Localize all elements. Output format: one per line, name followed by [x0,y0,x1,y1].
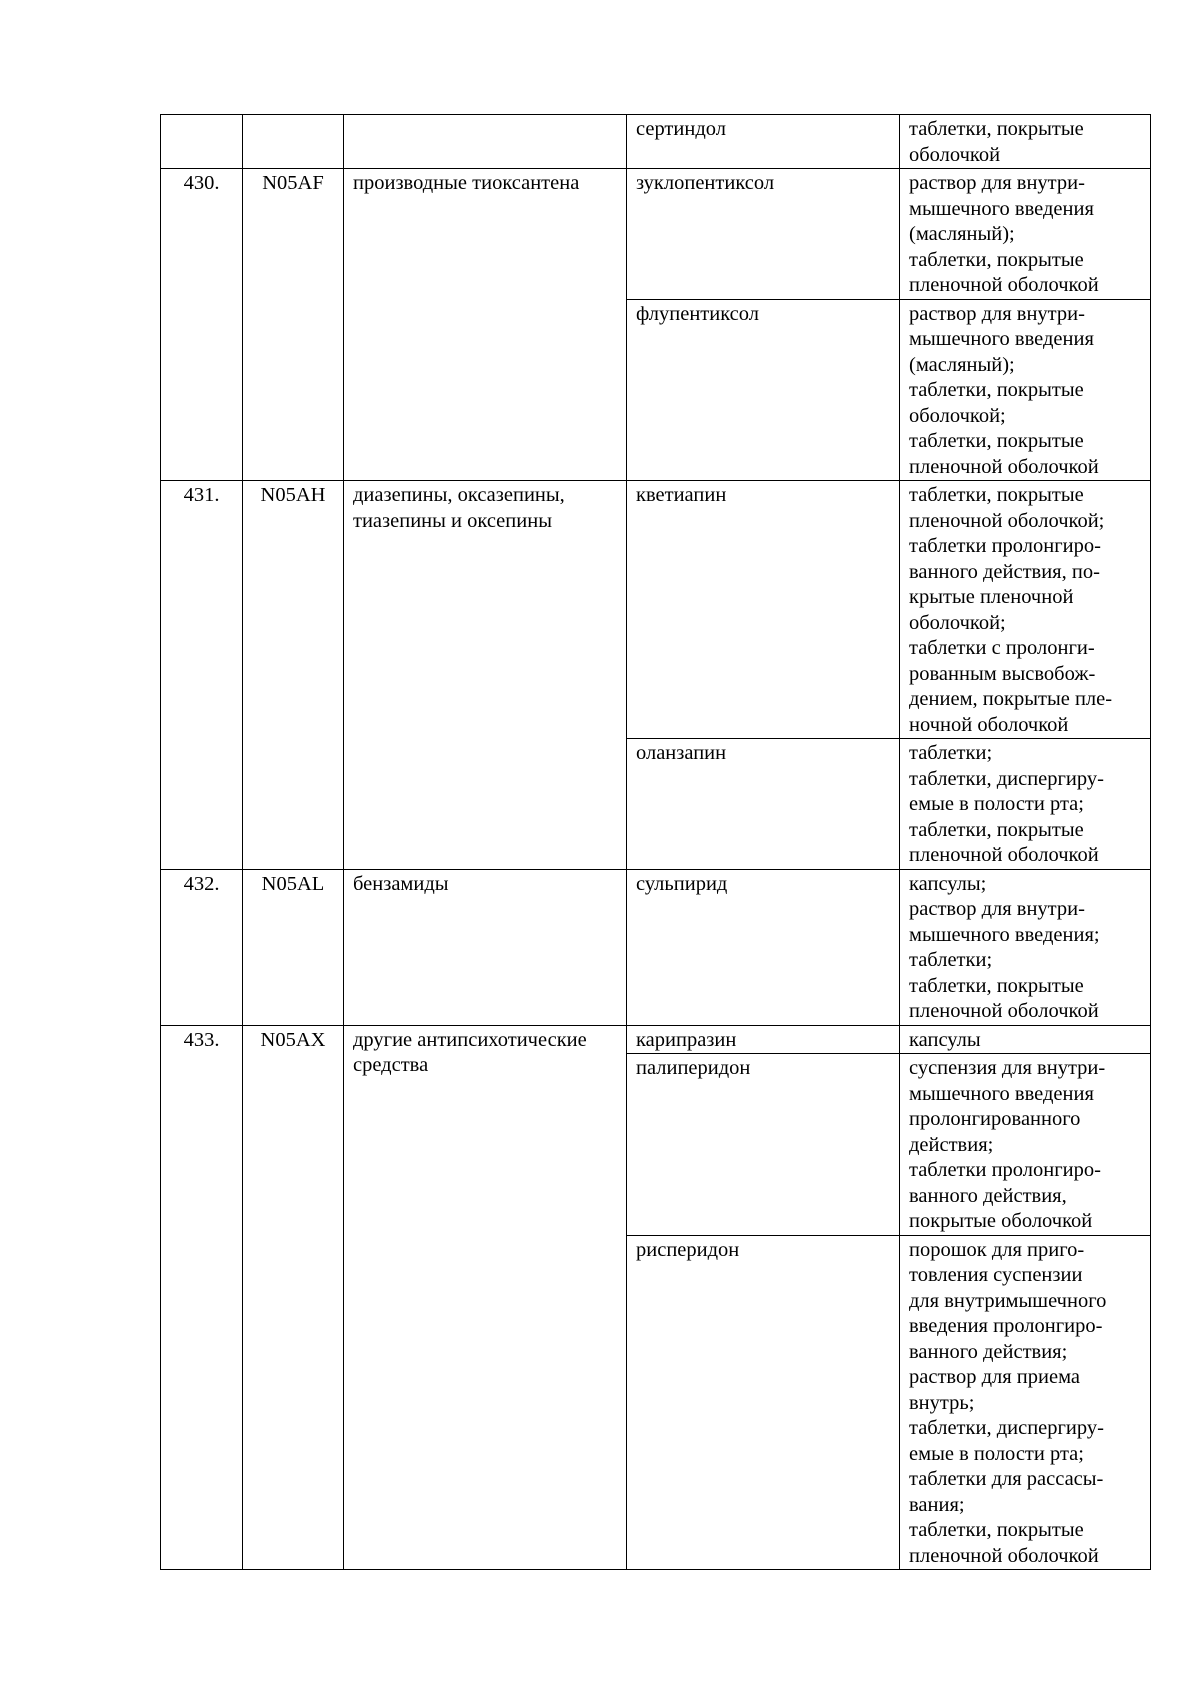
drug-name-cell: зуклопентиксол [627,169,900,300]
drug-name-cell: флупентиксол [627,299,900,481]
dosage-form-cell: капсулы [900,1025,1151,1054]
atc-code-cell [243,115,344,169]
row-number-cell [161,115,243,169]
group-name-cell: производные тиоксантена [344,169,627,481]
drug-name-cell: карипразин [627,1025,900,1054]
atc-code-cell: N05AF [243,169,344,481]
dosage-form-cell: порошок для приго- товления суспензии для внутримышечного введения пролонгиро- ванного действия; раствор для приема внутрь; таблетки, диспергиру- емые в полости рта; таблетки для рассасы- вания; таблетки, покрытые пленочной оболочкой [900,1235,1151,1570]
table-row [161,1025,1151,1054]
table-row [161,869,1151,1025]
group-name-cell [344,115,627,169]
table-body [161,115,1151,1570]
dosage-form-cell: раствор для внутри- мышечного введения (масляный); таблетки, покрытые пленочной оболочкой [900,169,1151,300]
group-name-cell: бензамиды [344,869,627,1025]
row-number-cell: 431. [161,481,243,870]
drug-name-cell: палиперидон [627,1054,900,1236]
atc-code-cell: N05AX [243,1025,344,1570]
drug-name-cell: сульпирид [627,869,900,1025]
group-name-cell: другие антипсихотические средства [344,1025,627,1570]
drug-name-cell: кветиапин [627,481,900,739]
drug-name-cell: оланзапин [627,739,900,870]
drug-list-table [160,114,1151,1570]
dosage-form-cell: раствор для внутри- мышечного введения (масляный); таблетки, покрытые оболочкой; таблетки, покрытые пленочной оболочкой [900,299,1151,481]
drug-name-cell: сертиндол [627,115,900,169]
table-row [161,169,1151,300]
dosage-form-cell: капсулы; раствор для внутри- мышечного введения; таблетки; таблетки, покрытые пленочной оболочкой [900,869,1151,1025]
dosage-form-cell: таблетки, покрытые оболочкой [900,115,1151,169]
atc-code-cell: N05AH [243,481,344,870]
table-row [161,115,1151,169]
table-row [161,481,1151,739]
row-number-cell: 433. [161,1025,243,1570]
drug-name-cell: рисперидон [627,1235,900,1570]
dosage-form-cell: таблетки, покрытые пленочной оболочкой; таблетки пролонгиро- ванного действия, по- крытые пленочной оболочкой; таблетки с пролонги- рованным высвобож- дением, покрытые пле- ночной оболочкой [900,481,1151,739]
dosage-form-cell: суспензия для внутри- мышечного введения пролонгированного действия; таблетки пролонгиро- ванного действия, покрытые оболочкой [900,1054,1151,1236]
row-number-cell: 430. [161,169,243,481]
row-number-cell: 432. [161,869,243,1025]
group-name-cell: диазепины, оксазепины, тиазепины и оксепины [344,481,627,870]
dosage-form-cell: таблетки; таблетки, диспергиру- емые в полости рта; таблетки, покрытые пленочной оболочкой [900,739,1151,870]
atc-code-cell: N05AL [243,869,344,1025]
